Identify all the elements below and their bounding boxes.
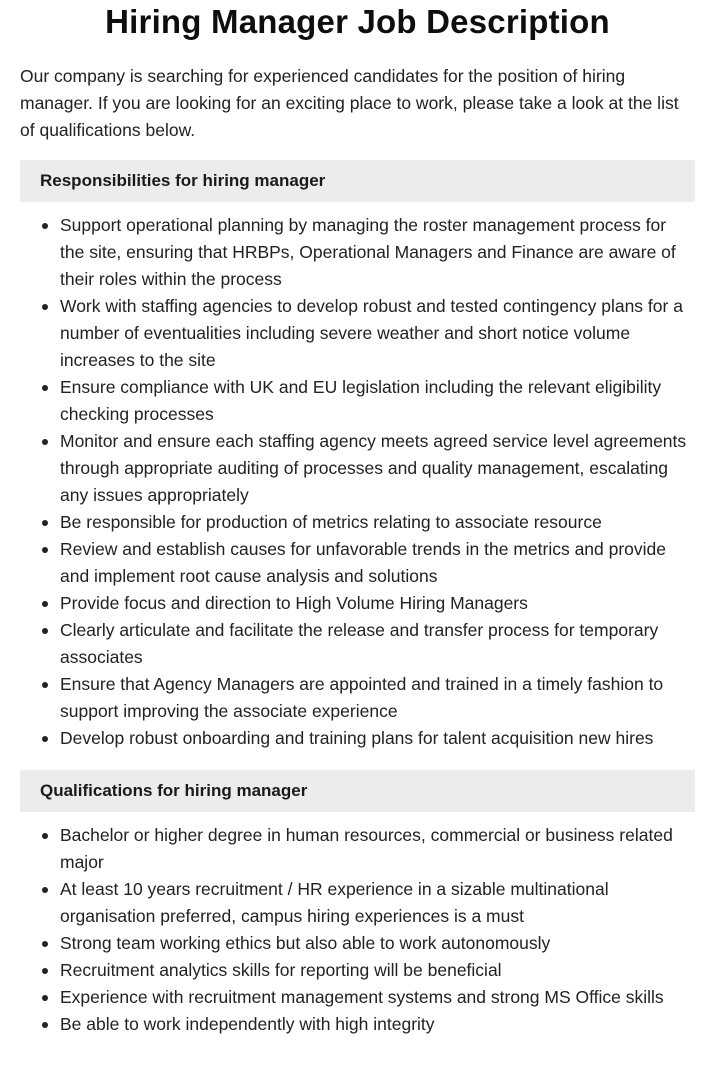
list-item: Support operational planning by managing the roster management process for the site, ensuring that HRBPs, Operational Managers and Finance are aware of their roles within the process — [60, 212, 695, 293]
list-item: Work with staffing agencies to develop robust and tested contingency plans for a number of eventualities including severe weather and short notice volume increases to the site — [60, 293, 695, 374]
qualifications-list — [20, 822, 695, 1038]
qualifications-heading: Qualifications for hiring manager — [20, 770, 695, 812]
list-item: Provide focus and direction to High Volume Hiring Managers — [60, 590, 695, 617]
list-item: Ensure compliance with UK and EU legislation including the relevant eligibility checking processes — [60, 374, 695, 428]
list-item: Review and establish causes for unfavorable trends in the metrics and provide and implement root cause analysis and solutions — [60, 536, 695, 590]
list-item: Be responsible for production of metrics relating to associate resource — [60, 509, 695, 536]
list-item: Develop robust onboarding and training plans for talent acquisition new hires — [60, 725, 695, 752]
responsibilities-heading: Responsibilities for hiring manager — [20, 160, 695, 202]
list-item: Recruitment analytics skills for reporting will be beneficial — [60, 957, 695, 984]
list-item: Monitor and ensure each staffing agency meets agreed service level agreements through appropriate auditing of processes and quality management, escalating any issues appropriately — [60, 428, 695, 509]
list-item: Experience with recruitment management systems and strong MS Office skills — [60, 984, 695, 1011]
intro-paragraph: Our company is searching for experienced candidates for the position of hiring manager. If you are looking for an exciting place to work, please take a look at the list of qualifications below. — [20, 66, 679, 140]
list-item: Strong team working ethics but also able to work autonomously — [60, 930, 695, 957]
list-item: Clearly articulate and facilitate the release and transfer process for temporary associates — [60, 617, 695, 671]
list-item: At least 10 years recruitment / HR experience in a sizable multinational organisation preferred, campus hiring experiences is a must — [60, 876, 695, 930]
list-item: Bachelor or higher degree in human resources, commercial or business related major — [60, 822, 695, 876]
page-title: Hiring Manager Job Description — [105, 3, 610, 40]
list-item: Be able to work independently with high integrity — [60, 1011, 695, 1038]
responsibilities-list — [20, 212, 695, 752]
list-item: Ensure that Agency Managers are appointed and trained in a timely fashion to support improving the associate experience — [60, 671, 695, 725]
